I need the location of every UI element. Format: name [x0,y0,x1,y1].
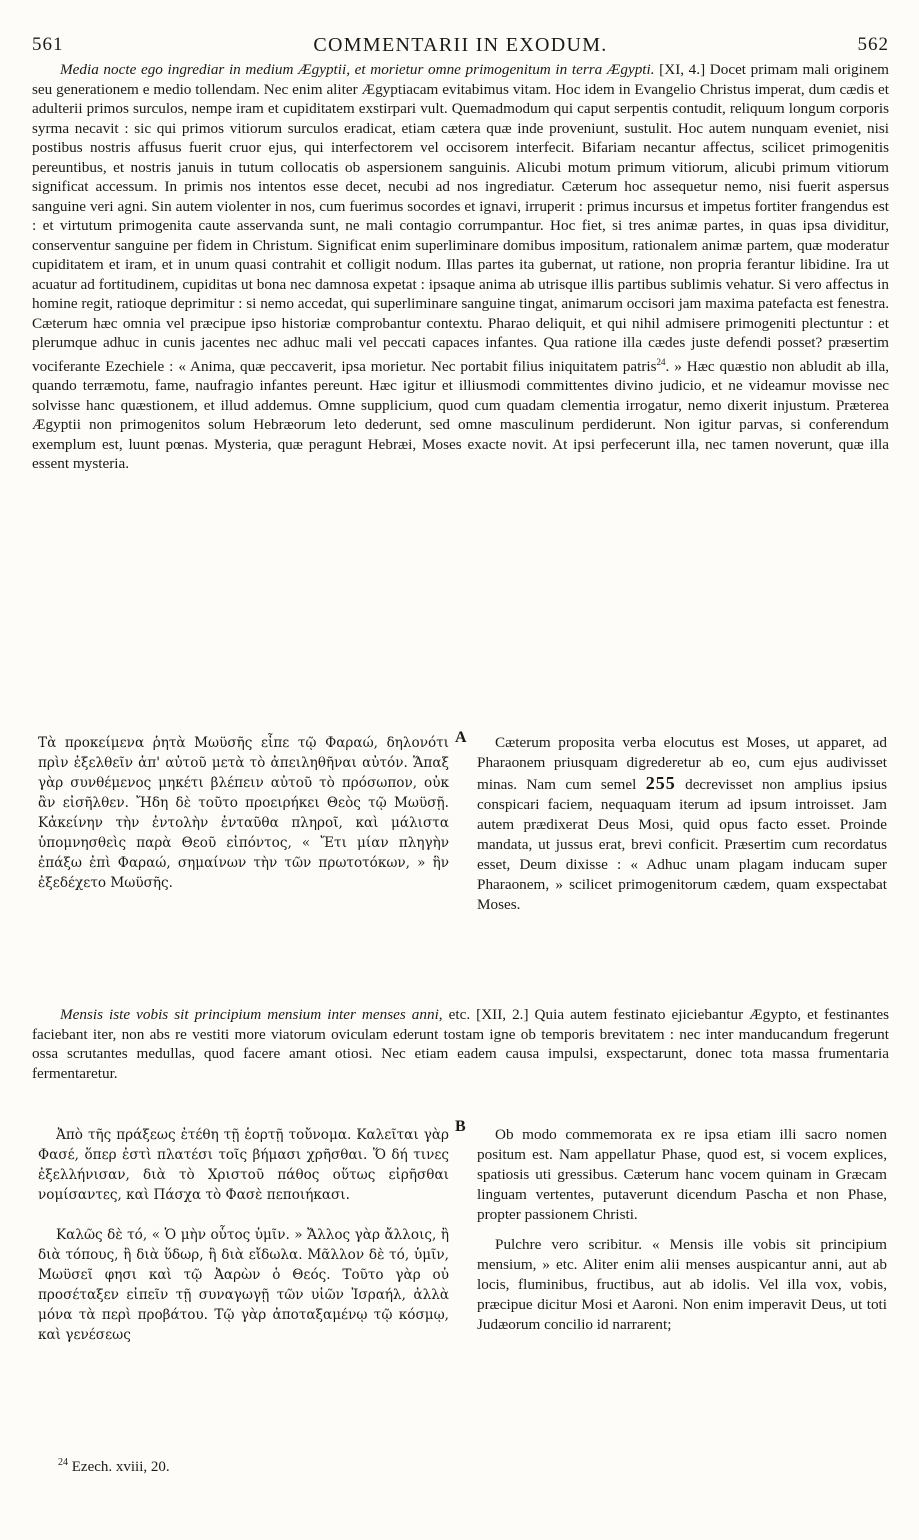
footnote-text: Ezech. xviii, 20. [71,1459,170,1475]
lemma-xii-2: Mensis iste vobis sit principium mensium inter menses anni, [60,1006,443,1023]
lemma-paragraph [32,60,889,474]
commentary-text-2: etc. [XII, 2.] Quia autem festinato ejiciebantur Ægypto, et festinantes faciebant iter, non abs re vestiti more viatorum oviculam ederunt tostam igne ob temporis brevitatem : nec inter manducandum fregerunt ossa scrutantes medullas, quod facere amant otiosi. Nec etiam eadem causa impulsi, exspectarunt, donec tota massa frumentaria fermentaretur. [32,1006,890,1082]
footnote-reference[interactable]: 24 [656,356,666,367]
page-number-left: 561 [32,34,64,55]
lemma-paragraph-2 [32,1005,889,1083]
greek-column-1 [38,733,449,893]
running-title: COMMENTARII IN EXODUM. [313,34,608,56]
commentary-section-2 [32,1005,889,1083]
commentary-text-1a: [XI, 4.] Docet primam mali originem seu generationem e medio tollendam. Nec enim aliter Ægyptiacam evitabimus vitam. Hoc idem in Evangelio Christus imperat, dum cædis et adulterii primos surculos, nempe iram et cupiditatem exstirpari vult. Quemadmodum qui caput serpentis contudit, reliquum longum corporis syrma necavit : sic qui primos vitiorum surculos eradicat, etiam cætera quæ inde proveniunt, sustulit. Hoc autem nunquam eveniet, nisi postibus nostris affusus fuerit cruor ejus, qui interfectorem vel occisorem interfecit. Bifariam necantur affectus, scilicet primogenitis pereuntibus, et nostris januis in tutum collocatis ob aspersionem sanguinis. Alicubi motum primum vitiorum, alicubi primum vitiorum significat accessum. In primis nos intentos esse decet, necubi ad nos ingrediatur. Cæterum hoc assequetur nemo, nisi fuerit aspersus sanguine veri agni. Sin autem violenter in nos, cum fuerimus socordes et ignavi, irruperit : primus incursus et impetus fortiter frangendus est : et virtutum primogenita caute asservanda sunt, ne mali contagio corrumpantur. Hoc fiet, si tres animæ partes, in quas ipsa dividitur, conserventur sanguine per fidem in Christum. Significat enim superliminare domibus impositum, rationalem animæ partem, quæ moderatur cupiditatem et iram, et in unum quasi contrahit et colligit nodum. Illas partes ita gubernat, ut ratione, non propria ferantur libidine. Ira ut acuatur ad fortitudinem, cupiditas ut bona nec damnosa expetat : ipsaque anima ab utrisque illis partibus sublimis vehatur. Si vero affectus in homine regit, ratioque deprimitur : si nemo accedat, qui superliminare sanguine tingat, animarum occisori jam maxima patefacta est fenestra. Cæterum hæc omnia vel præcipue ipso historiæ comprobantur contextu. Pharao deliquit, et qui nihil admisere primogeniti plectuntur : et plerumque adhuc in cunis jacentes nec adhuc mali vel peccati capaces infantes. Qua ratione illa cædes juste defendi posset? præsertim vociferante Ezechiele : « Anima, quæ peccaverit, ipsa morietur. Nec portabit filius iniquitatem patris [32,61,889,375]
page-number-right: 562 [857,34,889,55]
greek-paragraph: Τὰ προκείμενα ῥητὰ Μωϋσῆς εἶπε τῷ Φαραώ, δηλονότι πρὶν ἐξελθεῖν ἀπ' αὐτοῦ μετὰ τὸ ἀπειληθῆναι αὐτόν. Ἅπαξ γὰρ συνθέμενος μηκέτι βλέπειν αὐτοῦ τὸ πρόσωπον, οὐκ ἂν εἰσῆλθεν. Ἤδη δὲ τοῦτο προειρήκει Θεὸς τῷ Μωϋσῇ. Κἀκείνην τὴν ἐντολὴν ἐνταῦθα πληροῖ, καὶ μάλιστα ὑπομνησθεὶς παρὰ Θεοῦ εἰπόντος, « Ἔτι μίαν πληγὴν ἐπάξω ἐπὶ Φαραώ, σημαίνων τὴν τῶν πρωτοτόκων, » ἣν ἐξεδέχετο Μωϋσῆς. [38,735,449,891]
latin-text-1a: Cæterum proposita verba elocutus est Moses, ut apparet, ad Pharaonem priusquam digrederetur ab eo, cum ejus audivisset minas. Nam cum semel [477,734,887,793]
page-header [30,30,891,60]
commentary-section-1 [32,60,889,474]
column-number: 255 [645,773,676,793]
column-marker-a: A [455,729,467,746]
footnote [58,1457,170,1476]
latin-column-1 [477,733,887,915]
greek-paragraph-2b: Καλῶς δὲ τό, « Ὁ μὴν οὗτος ὑμῖν. » Ἄλλος γὰρ ἄλλοις, ἢ διὰ τόπους, ἢ διὰ ὕδωρ, ἢ διὰ εἴδωλα. Μᾶλλον δὲ τό, ὑμῖν, Μωϋσεῖ φησι καὶ τῷ Ἀαρὼν ὁ Θεός. Τοῦτο γὰρ οὐ προσέταξεν εἰπεῖν τῇ συναγωγῇ τῶν υἱῶν Ἰσραήλ, ἀλλὰ μόνα τὰ περὶ προβάτου. Τῷ γὰρ ἀποταξαμένῳ τῷ κόσμῳ, καὶ γενέσεως [38,1227,449,1343]
greek-paragraph-2a: Ἀπὸ τῆς πράξεως ἐτέθη τῇ ἑορτῇ τοὔνομα. Καλεῖται γὰρ Φασέ, ὅπερ ἐστὶ πλατέσι τοῖς βήμασι χρῆσθαι. Ὅ δή τινες ἐξελλήνισαν, διὰ τὸ Χριστοῦ πάθος οὕτως εἰρῆσθαι νομίσαντες, καὶ Πάσχα τὸ Φασὲ πεποιήκασι. [38,1127,449,1203]
commentary-text-1b: . » Hæc quæstio non abludit ab illa, quando terræmotu, fame, naufragio infantes pereunt. Hæc igitur et illiusmodi committentes divino judicio, et ne videamur movisse nec solvisse hanc quæstionem, et illud addemus. Omne supplicium, quod cum quadam clementia irrogatur, nemo dixerit injustum. Præterea Ægyptii non primogenitos solum Hebræorum leto dederunt, sed omne masculinum perdiderunt. Non igitur parvas, si conferendum exemplum est, luunt pœnas. Mysteria, quæ peragunt Hebræi, Moses exacte novit. At ipsi perfecerunt illa, nec tamen noverunt, quæ illa essent mysteria. [32,357,890,473]
column-marker-b: B [455,1118,466,1135]
latin-paragraph [477,733,887,915]
latin-paragraph-2b: Pulchre vero scribitur. « Mensis ille vobis sit principium mensium, » etc. Aliter enim alii menses auspicantur anni, aut ab locis, fluminibus, fructibus, aut ab idolis. Vel illa vox, vobis, præcipue dicitur Mosi et Aaroni. Non enim imperavit Deus, ut toti Judæorum concilio id narrarent; [477,1236,887,1333]
latin-column-2 [477,1125,887,1335]
lemma-xi-4: Media nocte ego ingrediar in medium Ægyptii, et morietur omne primogenitum in terra Ægypti. [60,61,655,78]
latin-paragraph-2a: Ob modo commemorata ex re ipsa etiam illi sacro nomen positum est. Nam appellatur Phase, quod est, si vocem explices, spatiosis uti gressibus. Cæterum hanc vocem quinam in Græcam linguam vertentes, putaverunt dicendum Pascha et non Phase, propter passionem Christi. [477,1126,887,1223]
greek-column-2 [38,1125,449,1345]
latin-text-1b: decrevisset non amplius ipsius conspicari faciem, nequaquam iterum ad ipsum introisset. Jam autem prædixerat Deus Mosi, quid opus facto esset. Proinde mandata, ut jussus erat, brevi conficit. Præsertim cum recordatus esset, Deum dixisse : « Adhuc unam plagam inducam super Pharaonem, » scilicet primogenitorum cædem, quam exspectabat Moses. [477,776,888,913]
footnote-number: 24 [58,1457,68,1468]
